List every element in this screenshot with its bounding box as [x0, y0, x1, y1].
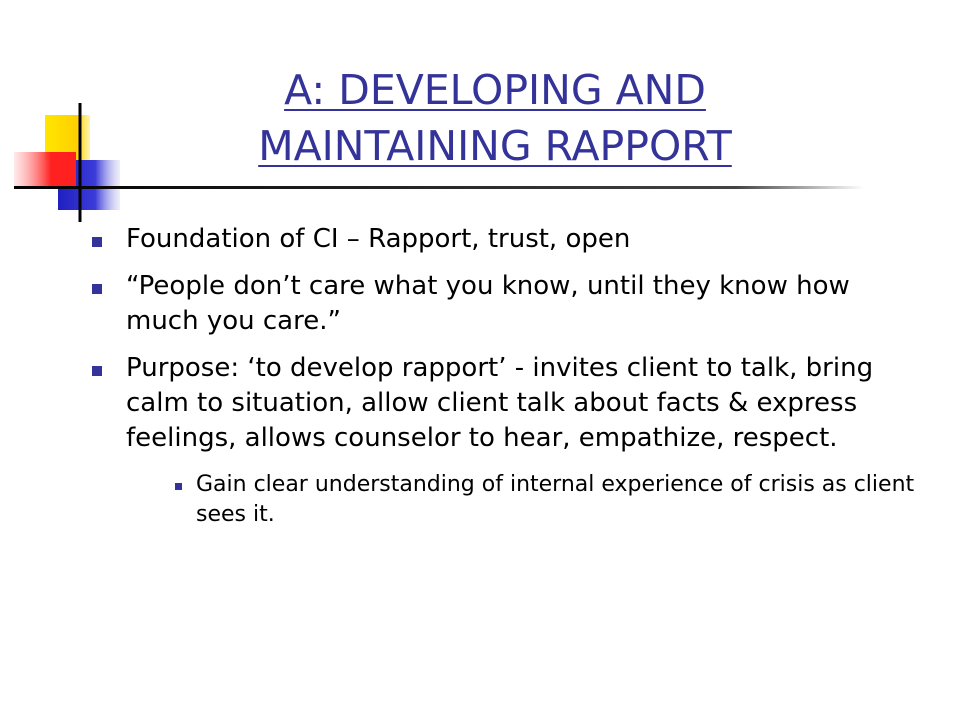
- slide-title-line-1: A: DEVELOPING AND: [284, 66, 706, 114]
- sub-bullet-list: [126, 470, 922, 530]
- bullet-text: Purpose: ‘to develop rapport’ - invites client to talk, bring calm to situation, allow client talk about facts & express feelings, allows counselor to hear, empathize, respect.: [126, 353, 874, 453]
- bullet-square-icon: [92, 237, 102, 247]
- bullet-text: Foundation of CI – Rapport, trust, open: [126, 224, 631, 254]
- red-square: [14, 152, 76, 186]
- sub-bullet-text: Gain clear understanding of internal experience of crisis as client sees it.: [196, 472, 915, 527]
- title-underline-rule: [14, 186, 864, 190]
- bullet-item: [92, 269, 922, 339]
- bullet-list: [92, 222, 922, 542]
- sub-bullet-item: [162, 470, 922, 530]
- slide-title-line-2: MAINTAINING RAPPORT: [258, 122, 732, 170]
- bullet-item: [92, 351, 922, 530]
- decorative-squares-graphic: [0, 0, 140, 230]
- slide-title: [150, 62, 840, 174]
- sub-bullet-square-icon: [175, 483, 182, 490]
- bullet-square-icon: [92, 284, 102, 294]
- bullet-text: “People don’t care what you know, until they know how much you care.”: [126, 271, 850, 336]
- bullet-square-icon: [92, 366, 102, 376]
- bullet-item: [92, 222, 922, 257]
